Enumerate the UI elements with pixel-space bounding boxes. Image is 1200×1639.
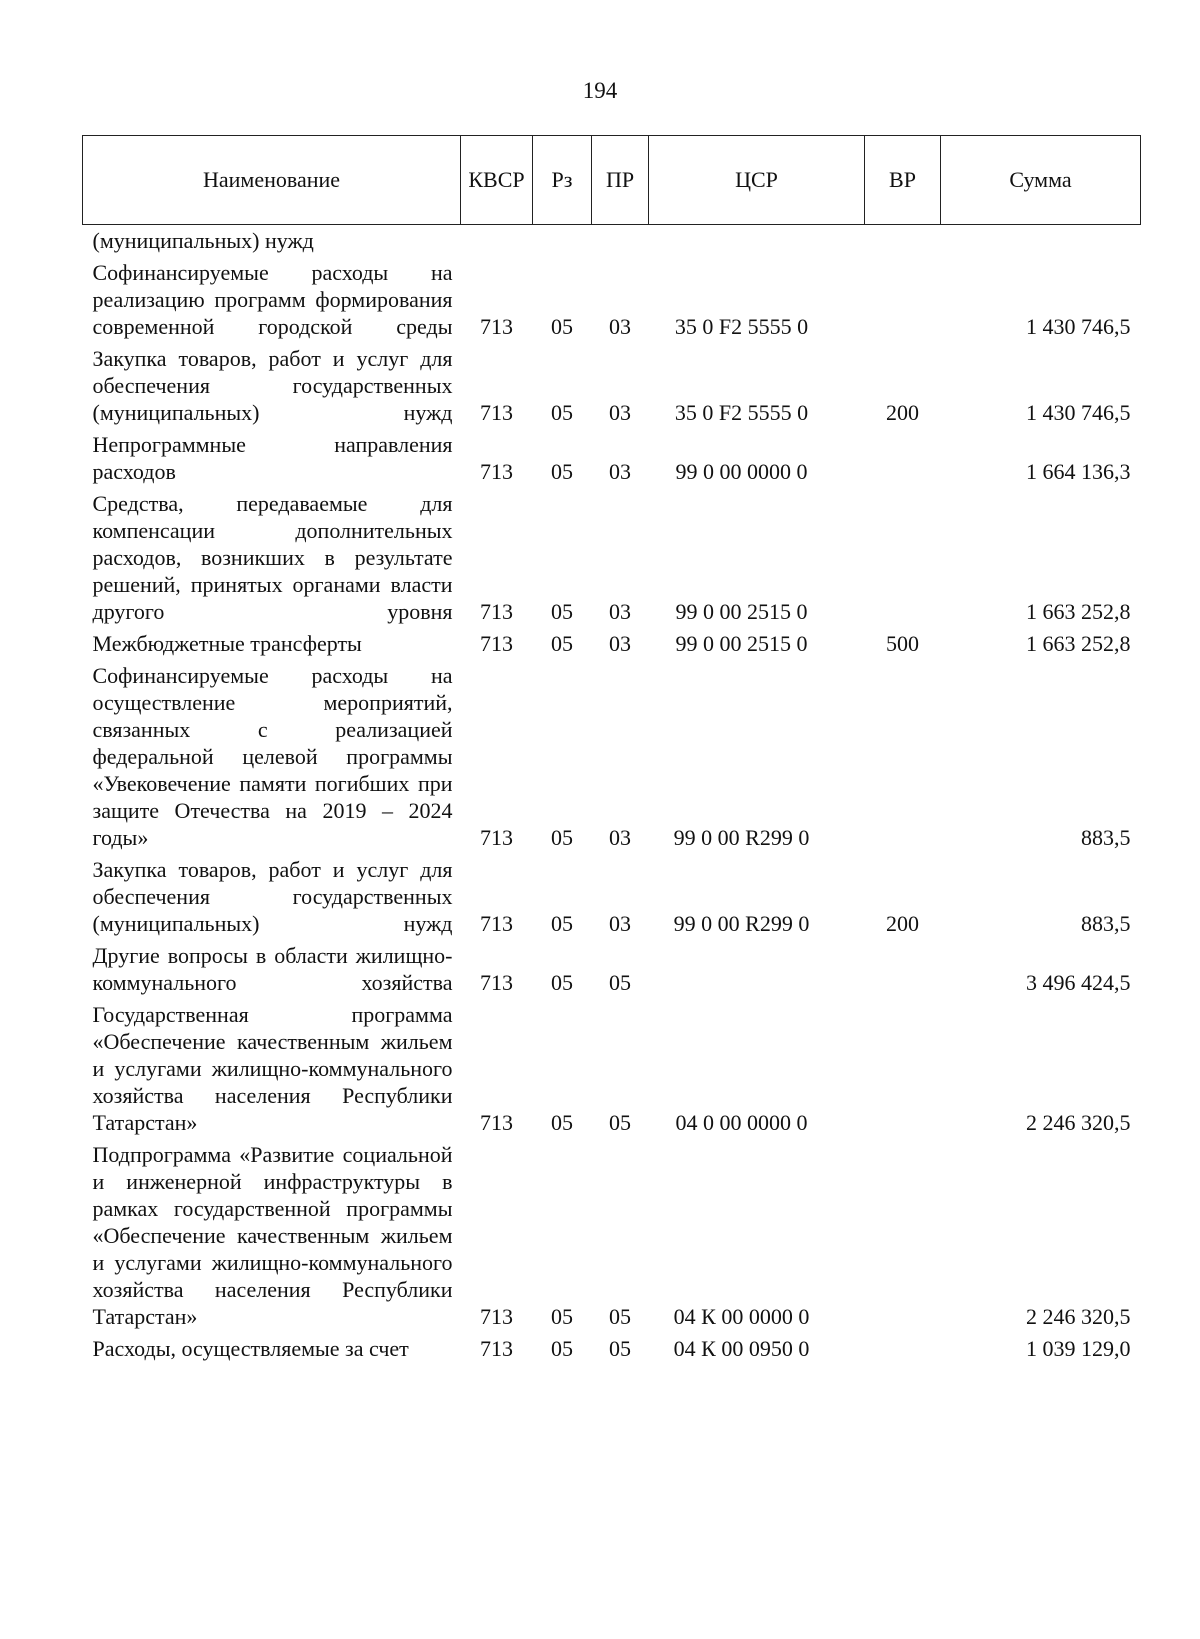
cell-csr bbox=[649, 940, 865, 999]
cell-csr: 35 0 F2 5555 0 bbox=[674, 314, 809, 339]
cell-sum: 883,5 bbox=[1081, 825, 1131, 850]
cell-pr: 03 bbox=[609, 825, 631, 850]
cell-csr: 99 0 00 R299 0 bbox=[673, 825, 810, 850]
cell-pr: 03 bbox=[609, 400, 631, 425]
cell-vr: 500 bbox=[886, 631, 919, 656]
table-header bbox=[83, 136, 1141, 225]
cell-vr bbox=[865, 1139, 941, 1333]
table-row bbox=[83, 1139, 1141, 1333]
table-row bbox=[83, 429, 1141, 488]
cell-sum: 2 246 320,5 bbox=[1026, 1304, 1131, 1329]
cell-name: (муниципальных) нужд bbox=[92, 228, 314, 253]
cell-pr: 05 bbox=[609, 1304, 631, 1329]
table-row bbox=[83, 257, 1141, 343]
cell-sum: 1 663 252,8 bbox=[1026, 631, 1131, 656]
cell-pr: 03 bbox=[609, 911, 631, 936]
cell-name: Межбюджетные трансферты bbox=[92, 631, 362, 656]
cell-name: Другие вопросы в области жилищно-коммунального хозяйства bbox=[92, 943, 453, 995]
cell-name: Подпрограмма «Развитие социальной и инженерной инфраструктуры в рамках государственной программы «Обеспечение качественным жильем и услугами жилищно-коммунального хозяйства населения Республики Татарстан» bbox=[92, 1142, 453, 1329]
cell-pr: 03 bbox=[609, 314, 631, 339]
cell-rz: 05 bbox=[551, 825, 573, 850]
cell-sum: 1 430 746,5 bbox=[1026, 400, 1131, 425]
cell-rz: 05 bbox=[551, 1336, 573, 1361]
cell-rz: 05 bbox=[551, 1110, 573, 1135]
table-row bbox=[83, 999, 1141, 1139]
cell-rz: 05 bbox=[551, 400, 573, 425]
cell-vr bbox=[865, 940, 941, 999]
cell-name: Закупка товаров, работ и услуг для обеспечения государственных (муниципальных) нужд bbox=[92, 857, 453, 936]
page-number: 194 bbox=[582, 78, 618, 103]
cell-kvsr: 713 bbox=[480, 599, 513, 624]
cell-pr: 05 bbox=[609, 1110, 631, 1135]
cell-rz: 05 bbox=[551, 314, 573, 339]
cell-vr bbox=[865, 257, 941, 343]
cell-sum: 1 430 746,5 bbox=[1026, 314, 1131, 339]
table-row bbox=[83, 628, 1141, 660]
cell-vr: 200 bbox=[886, 911, 919, 936]
cell-sum: 1 664 136,3 bbox=[1026, 459, 1131, 484]
cell-csr: 99 0 00 2515 0 bbox=[675, 631, 808, 656]
header-sum: Сумма bbox=[941, 136, 1141, 225]
cell-pr bbox=[592, 225, 649, 258]
table-row bbox=[83, 1333, 1141, 1365]
header-name: Наименование bbox=[83, 136, 461, 225]
cell-rz: 05 bbox=[551, 599, 573, 624]
cell-sum bbox=[941, 225, 1141, 258]
cell-name: Непрограммные направления расходов bbox=[92, 432, 453, 484]
cell-rz: 05 bbox=[551, 631, 573, 656]
cell-csr: 04 0 00 0000 0 bbox=[675, 1110, 808, 1135]
cell-kvsr: 713 bbox=[480, 314, 513, 339]
cell-sum: 2 246 320,5 bbox=[1026, 1110, 1131, 1135]
budget-table bbox=[82, 135, 1141, 1365]
table-row bbox=[83, 225, 1141, 258]
cell-kvsr: 713 bbox=[480, 970, 513, 995]
cell-vr bbox=[865, 429, 941, 488]
header-kvsr: КВСР bbox=[461, 136, 533, 225]
cell-rz: 05 bbox=[551, 970, 573, 995]
cell-name: Расходы, осуществляемые за счет bbox=[92, 1336, 409, 1361]
cell-kvsr: 713 bbox=[480, 1110, 513, 1135]
cell-kvsr: 713 bbox=[480, 631, 513, 656]
table-row bbox=[83, 660, 1141, 854]
cell-sum: 883,5 bbox=[1081, 911, 1131, 936]
cell-sum: 1 663 252,8 bbox=[1026, 599, 1131, 624]
cell-kvsr: 713 bbox=[480, 1336, 513, 1361]
table-row bbox=[83, 488, 1141, 628]
cell-sum: 1 039 129,0 bbox=[1026, 1336, 1131, 1361]
cell-csr: 99 0 00 2515 0 bbox=[675, 599, 808, 624]
cell-vr: 200 bbox=[886, 400, 919, 425]
cell-sum: 3 496 424,5 bbox=[1026, 970, 1131, 995]
table-row bbox=[83, 940, 1141, 999]
cell-kvsr: 713 bbox=[480, 825, 513, 850]
cell-rz: 05 bbox=[551, 1304, 573, 1329]
cell-pr: 03 bbox=[609, 631, 631, 656]
cell-name: Софинансируемые расходы на реализацию программ формирования современной городской среды bbox=[92, 260, 453, 339]
table-row bbox=[83, 854, 1141, 940]
cell-csr: 04 К 00 0000 0 bbox=[673, 1304, 810, 1329]
cell-rz: 05 bbox=[551, 459, 573, 484]
cell-name: Закупка товаров, работ и услуг для обеспечения государственных (муниципальных) нужд bbox=[92, 346, 453, 425]
cell-vr bbox=[865, 1333, 941, 1365]
cell-vr bbox=[865, 225, 941, 258]
cell-pr: 05 bbox=[609, 1336, 631, 1361]
cell-kvsr: 713 bbox=[480, 1304, 513, 1329]
cell-vr bbox=[865, 488, 941, 628]
cell-name: Средства, передаваемые для компенсации дополнительных расходов, возникших в результате решений, принятых органами власти другого уровня bbox=[92, 491, 453, 624]
cell-pr: 05 bbox=[609, 970, 631, 995]
cell-csr: 99 0 00 0000 0 bbox=[675, 459, 808, 484]
table-body bbox=[83, 225, 1141, 1366]
header-vr: ВР bbox=[865, 136, 941, 225]
cell-kvsr: 713 bbox=[480, 459, 513, 484]
cell-kvsr bbox=[461, 225, 533, 258]
cell-csr: 04 К 00 0950 0 bbox=[673, 1336, 810, 1361]
header-rz: Рз bbox=[533, 136, 592, 225]
cell-kvsr: 713 bbox=[480, 911, 513, 936]
cell-csr: 35 0 F2 5555 0 bbox=[674, 400, 809, 425]
cell-kvsr: 713 bbox=[480, 400, 513, 425]
cell-pr: 03 bbox=[609, 459, 631, 484]
cell-name: Государственная программа «Обеспечение качественным жильем и услугами жилищно-коммунального хозяйства населения Республики Татарстан» bbox=[92, 1002, 453, 1135]
header-csr: ЦСР bbox=[649, 136, 865, 225]
cell-rz: 05 bbox=[551, 911, 573, 936]
cell-csr: 99 0 00 R299 0 bbox=[673, 911, 810, 936]
header-pr: ПР bbox=[592, 136, 649, 225]
cell-csr bbox=[649, 225, 865, 258]
cell-vr bbox=[865, 660, 941, 854]
cell-pr: 03 bbox=[609, 599, 631, 624]
cell-vr bbox=[865, 999, 941, 1139]
cell-name: Софинансируемые расходы на осуществление мероприятий, связанных с реализацией федеральной целевой программы «Увековечение памяти погибших при защите Отечества на 2019 – 2024 годы» bbox=[92, 663, 453, 850]
table-row bbox=[83, 343, 1141, 429]
cell-rz bbox=[533, 225, 592, 258]
